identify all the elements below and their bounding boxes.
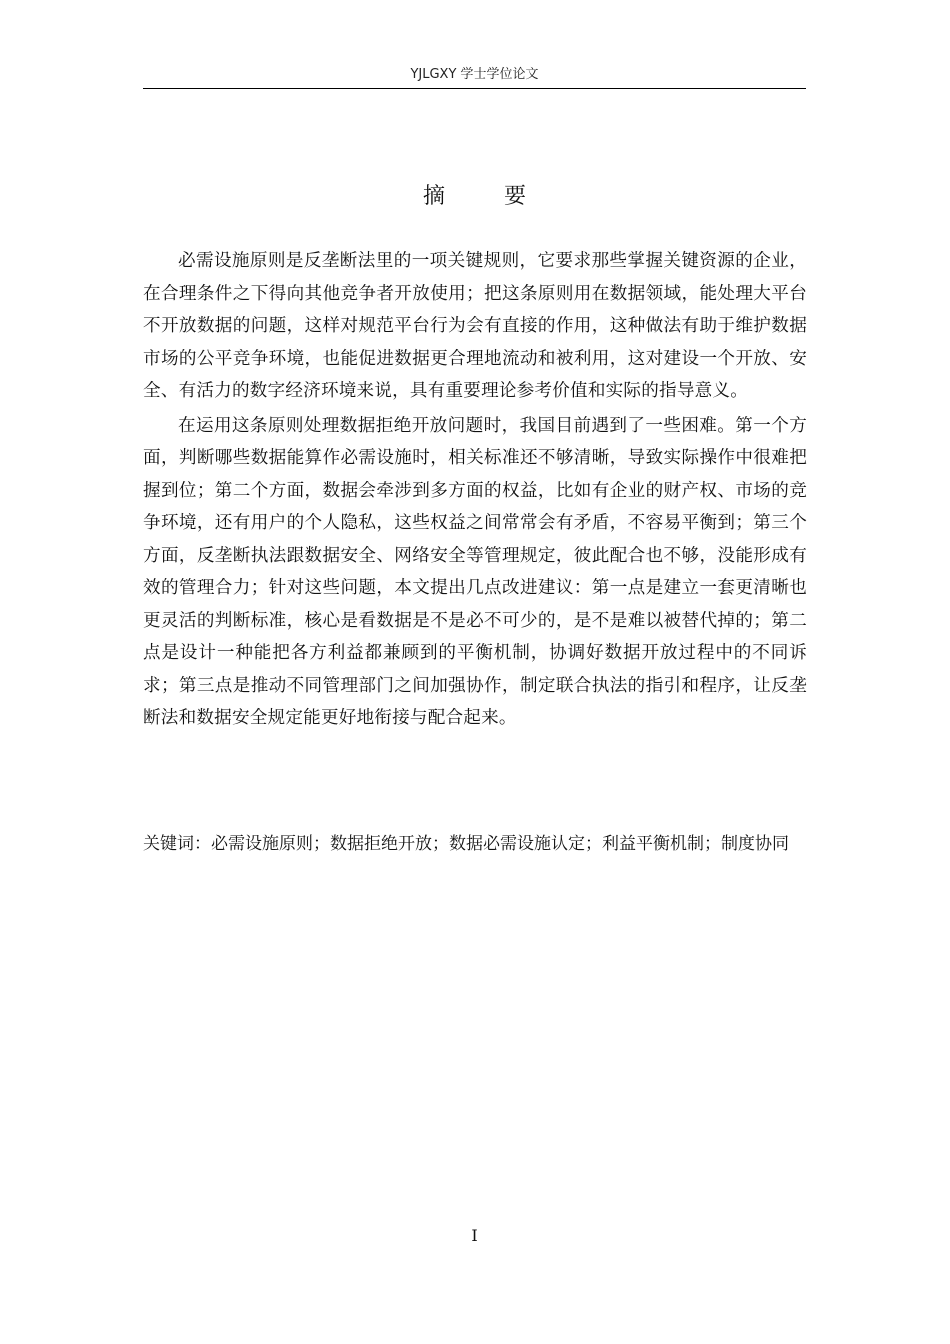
- running-header: YJLGXY 学士学位论文: [410, 67, 539, 82]
- abstract-title: 摘 要: [423, 184, 552, 209]
- abstract-body: [143, 245, 807, 737]
- header-rule: [143, 88, 806, 89]
- keywords-label: 关键词：: [143, 834, 211, 854]
- keywords-block: [143, 829, 807, 860]
- abstract-paragraph-1: 必需设施原则是反垄断法里的一项关键规则，它要求那些掌握关键资源的企业，在合理条件之下得向其他竞争者开放使用；把这条原则用在数据领域，能处理大平台不开放数据的问题，这样对规范平台行为会有直接的作用，这种做法有助于维护数据市场的公平竞争环境，也能促进数据更合理地流动和被利用，这对建设一个开放、安全、有活力的数字经济环境来说，具有重要理论参考价值和实际的指导意义。: [143, 251, 807, 401]
- keywords-text: 必需设施原则；数据拒绝开放；数据必需设施认定；利益平衡机制；制度协同: [211, 834, 789, 854]
- page-number: I: [471, 1226, 478, 1245]
- abstract-paragraph-2: 在运用这条原则处理数据拒绝开放问题时，我国目前遇到了一些困难。第一个方面，判断哪些数据能算作必需设施时，相关标准还不够清晰，导致实际操作中很难把握到位；第二个方面，数据会牵涉到多方面的权益，比如有企业的财产权、市场的竞争环境，还有用户的个人隐私，这些权益之间常常会有矛盾，不容易平衡到；第三个方面，反垄断执法跟数据安全、网络安全等管理规定，彼此配合也不够，没能形成有效的管理合力；针对这些问题，本文提出几点改进建议：第一点是建立一套更清晰也更灵活的判断标准，核心是看数据是不是必不可少的，是不是难以被替代掉的；第二点是设计一种能把各方利益都兼顾到的平衡机制，协调好数据开放过程中的不同诉求；第三点是推动不同管理部门之间加强协作，制定联合执法的指引和程序，让反垄断法和数据安全规定能更好地衔接与配合起来。: [143, 415, 807, 728]
